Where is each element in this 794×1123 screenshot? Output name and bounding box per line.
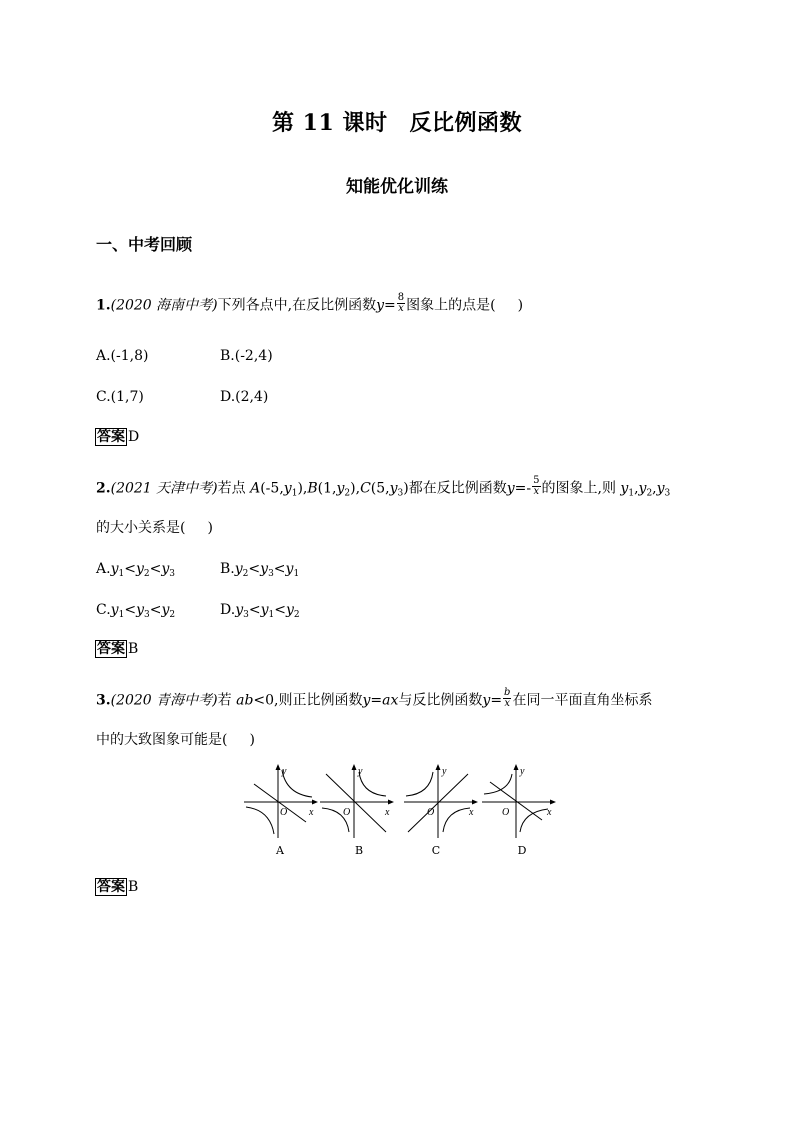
q2-point-b-coords: (1, — [317, 480, 337, 497]
q2-frac-num: 5 — [533, 475, 540, 486]
q3-frac-den: x — [504, 698, 511, 709]
q2-point-c-coords: (5, — [370, 480, 390, 497]
q2-text-b: 都在反比例函数 — [408, 480, 507, 497]
graph-b-y-label: y — [358, 766, 363, 777]
q3-func-lhs: y — [482, 692, 491, 709]
page-subtitle: 知能优化训练 — [346, 177, 448, 197]
q3-answer-label: 答案 — [97, 879, 125, 895]
q1-source: (2020 海南中考) — [110, 297, 218, 314]
graph-c-y-label: y — [442, 766, 447, 777]
q2-option-c[interactable]: $C.y_1<y_3<y_2$ — [96, 602, 176, 620]
q1-answer-label: 答案 — [97, 429, 125, 445]
q3-graph-c[interactable] — [400, 760, 480, 857]
q1-close-paren: ) — [517, 297, 524, 314]
q1-frac-num: 8 — [397, 292, 405, 303]
q3-number: 3. — [96, 692, 111, 709]
graph-a-origin: O — [280, 807, 288, 818]
q2-point-b: B — [307, 480, 318, 497]
q2-option-a-prefix: A. — [96, 561, 111, 577]
q3-graph-a[interactable] — [240, 760, 320, 857]
q2-close-paren: ) — [207, 520, 213, 536]
q3-condition-rest: <0,则正比例函数 — [253, 692, 363, 709]
graph-d-y-label: y — [520, 766, 525, 777]
q2-point-a: A — [250, 480, 261, 497]
q2-stem-line1: 2.(2021 天津中考)若点 $A(-5,y_1),B(1,y_2),C(5,y_3)$都在反比例函数y=- $\frac{5}{x}$ 的图象上,则 $y_1,y_2,y_3$ — [96, 475, 671, 499]
graph-a-figure — [240, 760, 320, 842]
q3-graph-d[interactable] — [478, 760, 558, 857]
q3-func-eq: = — [490, 692, 503, 709]
title-lesson: 第 11 课时 — [272, 110, 388, 136]
graph-c-origin: O — [427, 807, 435, 818]
q3-text-c: 在同一平面直角坐标系 — [512, 692, 653, 709]
q2-answer — [95, 640, 138, 658]
q1-option-c[interactable]: C.(1,7) — [96, 389, 144, 405]
q2-options-row1 — [96, 559, 299, 579]
q1-answer — [95, 428, 139, 446]
q1-number: 1. — [96, 297, 111, 314]
q1-text-after: 图象上的点是( — [406, 297, 496, 314]
q3-graph-b[interactable] — [316, 760, 396, 857]
graph-a-x-label: x — [309, 807, 314, 818]
q1-option-a[interactable]: A.(-1,8) — [96, 348, 149, 364]
q2-fraction — [532, 476, 540, 497]
section-heading: 一、中考回顾 — [96, 235, 193, 254]
q3-text-b: 与反比例函数 — [398, 692, 483, 709]
q2-stem-line2 — [96, 518, 213, 538]
q3-answer — [95, 878, 138, 896]
q2-option-b[interactable]: $B.y_2<y_3<y_1$ — [220, 561, 300, 579]
graph-d-label: D — [517, 844, 527, 857]
q1-frac-den: x — [398, 303, 404, 314]
graph-b-label: B — [354, 844, 364, 857]
q3-linear-func: y=ax — [362, 692, 399, 709]
q1-option-d[interactable]: D.(2,4) — [220, 389, 269, 405]
q3-answer-value: B — [128, 879, 139, 895]
q3-condition-var: ab — [236, 692, 254, 709]
q3-text: 若 — [217, 692, 237, 709]
q2-point-a-coords: (-5, — [260, 480, 284, 497]
q1-options-row1 — [96, 346, 273, 366]
q2-func-eq: =- — [514, 480, 532, 497]
graph-b-origin: O — [343, 807, 351, 818]
graph-c-figure — [400, 760, 480, 842]
q2-point-c: C — [360, 480, 371, 497]
q2-text: 若点 — [217, 480, 251, 497]
q2-source: (2021 天津中考) — [110, 480, 218, 497]
q2-option-b-prefix: B. — [220, 561, 235, 577]
graph-d-origin: O — [502, 807, 510, 818]
q2-option-a[interactable]: $A.y_1<y_2<y_3$ — [96, 561, 175, 579]
q2-text-c: 的图象上,则 — [541, 480, 621, 497]
graph-b-figure — [316, 760, 396, 842]
q1-func-eq: = — [384, 297, 396, 314]
q3-close-paren: ) — [249, 732, 255, 748]
q1-text: 下列各点中,在反比例函数 — [217, 297, 377, 314]
q2-number: 2. — [96, 480, 111, 497]
graph-a-y-label: y — [282, 766, 287, 777]
q3-source: (2020 青海中考) — [110, 692, 218, 709]
q2-frac-den: x — [533, 486, 540, 497]
graph-d-figure — [478, 760, 558, 842]
q3-stem-line1 — [96, 687, 653, 711]
graph-c-x-label: x — [469, 807, 474, 818]
title-topic: 反比例函数 — [409, 110, 522, 136]
q2-text-line2: 的大小关系是( — [96, 520, 186, 536]
q2-func-lhs: y — [506, 480, 515, 497]
graph-b-x-label: x — [385, 807, 390, 818]
q3-stem-line2 — [96, 730, 255, 750]
q2-option-d[interactable]: $D.y_3<y_1<y_2$ — [220, 602, 300, 620]
q1-options-row2 — [96, 387, 268, 407]
page-title — [0, 106, 794, 137]
q2-option-c-prefix: C. — [96, 602, 111, 618]
q2-options-row2 — [96, 600, 300, 620]
q2-answer-label: 答案 — [97, 641, 125, 657]
q2-option-d-prefix: D. — [220, 602, 236, 618]
q1-answer-value: D — [128, 429, 140, 445]
q1-func-lhs: y — [376, 297, 385, 314]
graph-c-label: C — [431, 844, 441, 857]
q1-stem — [96, 292, 524, 316]
q2-answer-value: B — [128, 641, 139, 657]
q3-frac-num: b — [504, 687, 511, 698]
q1-option-b[interactable]: B.(-2,4) — [220, 348, 273, 364]
q3-text-line2: 中的大致图象可能是( — [96, 732, 228, 748]
graph-a-label: A — [276, 844, 284, 857]
q1-fraction — [397, 293, 405, 314]
q3-fraction — [503, 688, 511, 709]
graph-d-x-label: x — [547, 807, 552, 818]
